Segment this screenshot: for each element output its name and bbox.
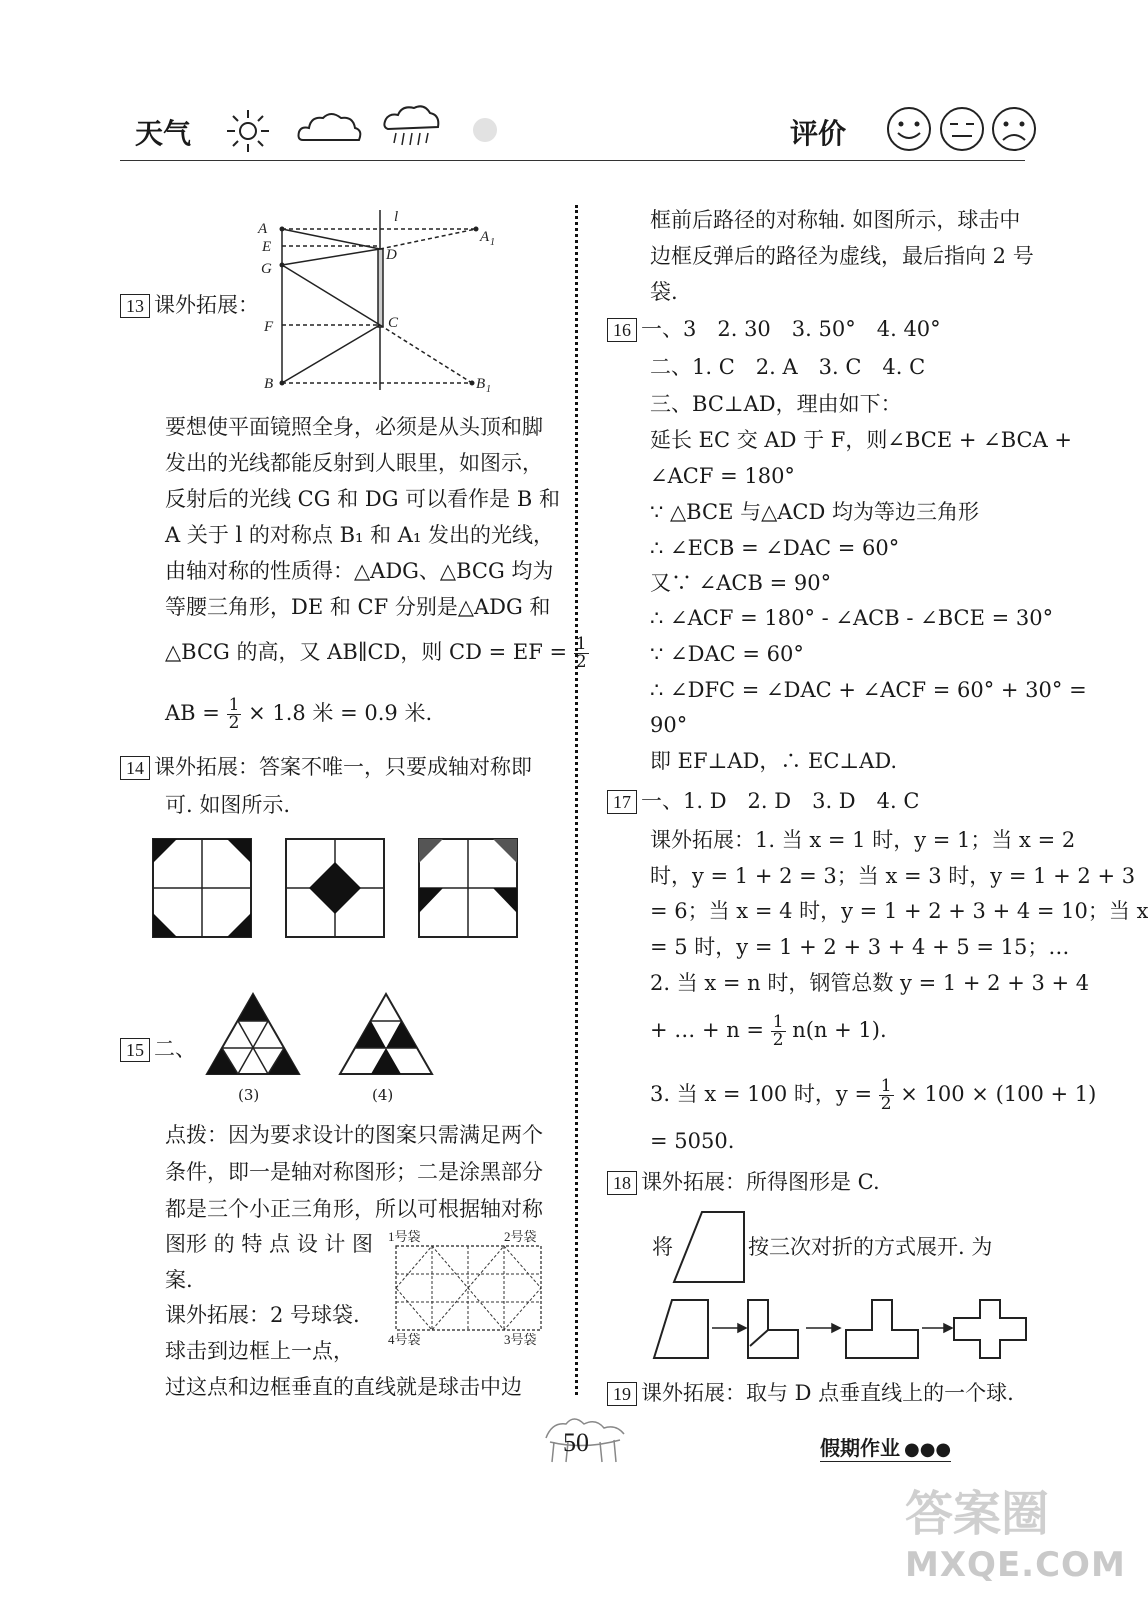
sad-face-icon	[990, 105, 1038, 153]
q13-text-line: △BCG 的高，又 AB∥CD，则 CD = EF = $\frac{1}{2}$	[165, 634, 587, 672]
symmetry-pattern-1	[152, 838, 252, 938]
q13-result-line: AB = $\frac{1}{2}$ × 1.8 米 = 0.9 米.	[165, 695, 433, 733]
q15-text-line: 案.	[165, 1268, 193, 1292]
triangle-pattern-4	[338, 992, 434, 1077]
label-e: E	[262, 239, 272, 255]
q15-cont-line: 框前后路径的对称轴. 如图所示，球击中	[650, 208, 1021, 232]
q17-line: = 5050.	[650, 1129, 735, 1153]
question-number: 15	[120, 1038, 150, 1062]
q17-line: 时，y = 1 + 2 = 3；当 x = 3 时，y = 1 + 2 + 3	[650, 864, 1136, 888]
column-divider	[575, 205, 586, 1395]
q17-line: = 5 时，y = 1 + 2 + 3 + 4 + 5 = 15；…	[650, 935, 1070, 959]
q16-line: 二、1. C 2. A 3. C 4. C	[650, 355, 926, 379]
q16-line: ∵ △BCE 与△ACD 均为等边三角形	[650, 500, 979, 524]
q19-line: 19 课外拓展：取与 D 点垂直线上的一个球.	[607, 1378, 1014, 1408]
question-number: 19	[607, 1382, 637, 1406]
q13-text-line: 发出的光线都能反射到人眼里，如图示，	[165, 451, 543, 475]
q13-text-line: 反射后的光线 CG 和 DG 可以看作是 B 和	[165, 487, 560, 511]
q13-text-line: 等腰三角形，DE 和 CF 分别是△ADG 和	[165, 595, 551, 619]
q15-text-line: 球击到边框上一点，	[165, 1339, 354, 1363]
q17-line: 17 一、1. D 2. D 3. D 4. C	[607, 786, 919, 816]
pocket-1-label: 1号袋	[388, 1229, 421, 1244]
watermark-url: MXQE.COM	[905, 1545, 1126, 1585]
cloud-icon	[295, 108, 365, 148]
header-rule	[120, 160, 1025, 161]
question-number: 14	[120, 756, 150, 780]
label-b1: B	[476, 376, 486, 392]
label-a: A	[258, 221, 268, 237]
q17-line: 课外拓展：1. 当 x = 1 时，y = 1；当 x = 2	[650, 828, 1076, 852]
q15-text-line: 条件，即一是轴对称图形；二是涂黑部分	[165, 1160, 543, 1184]
symmetry-pattern-3	[418, 838, 518, 938]
question-number: 16	[607, 318, 637, 342]
q16-line: ∴ ∠DFC = ∠DAC + ∠ACF = 60° + 30° =	[650, 678, 1087, 702]
pocket-4-label: 4号袋	[388, 1332, 421, 1347]
q16-line: 90°	[650, 713, 688, 737]
weather-label: 天气	[135, 117, 192, 150]
label-a1-sub: 1	[490, 237, 495, 248]
pocket-3-label: 3号袋	[504, 1332, 537, 1347]
series-title: 假期作业 ●●●	[820, 1432, 951, 1462]
watermark-logo: 答案圈	[905, 1486, 1050, 1542]
q16-line: ∴ ∠ECB = ∠DAC = 60°	[650, 536, 900, 560]
q17-line: 3. 当 x = 100 时，y = $\frac{1}{2}$ × 100 × (100 + 1)	[650, 1076, 1097, 1114]
q15-text-line: 都是三个小正三角形，所以可根据轴对称	[165, 1197, 543, 1221]
q16-line: ∴ ∠ACF = 180° - ∠ACB - ∠BCE = 30°	[650, 606, 1054, 630]
triangle-pattern-3	[205, 992, 301, 1077]
question-number: 17	[607, 790, 637, 814]
q16-line: ∵ ∠DAC = 60°	[650, 642, 804, 666]
q18-line: 18 课外拓展：所得图形是 C.	[607, 1167, 880, 1197]
q15-cont-line: 袋.	[650, 280, 678, 304]
q13-text-line: 由轴对称的性质得：△ADG、△BCG 均为	[165, 559, 554, 583]
label-b1-sub: 1	[486, 384, 491, 395]
q16-line: 又∵ ∠ACB = 90°	[650, 571, 832, 595]
q13-text-line: 要想使平面镜照全身，必须是从头顶和脚	[165, 415, 543, 439]
q15-text-line: 图形 的 特 点 设 计 图	[165, 1232, 374, 1256]
label-b: B	[264, 376, 274, 392]
q18-line: 将	[652, 1235, 673, 1259]
q17-line: = 6；当 x = 4 时，y = 1 + 2 + 3 + 4 = 10；当 x	[650, 899, 1148, 923]
q15-text-line: 点拨：因为要求设计的图案只需满足两个	[165, 1123, 543, 1147]
label-a1: A	[480, 229, 490, 245]
q16-line: 延长 EC 交 AD 于 F，则∠BCE + ∠BCA +	[650, 428, 1073, 452]
q16-line: ∠ACF = 180°	[650, 464, 795, 488]
trapezoid-shape	[672, 1210, 748, 1284]
label-c: C	[388, 315, 399, 331]
page-number: 50	[563, 1428, 589, 1457]
sun-icon	[225, 108, 271, 154]
symmetry-pattern-2	[285, 838, 385, 938]
label-f: F	[264, 319, 274, 335]
rain-cloud-icon	[382, 103, 442, 149]
faded-weather-icon	[465, 112, 505, 148]
label-l: l	[394, 209, 399, 225]
question-number: 18	[607, 1171, 637, 1195]
q15-heading: 15 二、	[120, 1034, 196, 1064]
happy-face-icon	[885, 105, 933, 153]
billiard-table-diagram	[386, 1228, 551, 1346]
q16-line: 即 EF⊥AD，∴ EC⊥AD.	[650, 749, 898, 773]
q14-line: 14 课外拓展：答案不唯一，只要成轴对称即	[120, 752, 532, 782]
q15-text-line: 课外拓展：2 号球袋.	[165, 1303, 360, 1327]
q14-line: 可. 如图所示.	[165, 793, 291, 817]
rating-label: 评价	[790, 117, 847, 150]
q13-text-line: A 关于 l 的对称点 B₁ 和 A₁ 发出的光线，	[165, 523, 555, 547]
caption-3: (3)	[238, 1086, 260, 1104]
pocket-2-label: 2号袋	[504, 1229, 537, 1244]
q18-line: 按三次对折的方式展开. 为	[748, 1235, 993, 1259]
q17-line: + … + n = $\frac{1}{2}$ n(n + 1).	[650, 1012, 887, 1050]
unfold-sequence-diagram	[650, 1296, 1030, 1366]
q16-line: 16 一、3 2. 30 3. 50° 4. 40°	[607, 314, 941, 344]
caption-4: (4)	[372, 1086, 394, 1104]
q13-heading: 13 课外拓展：	[120, 290, 259, 320]
mirror-diagram	[258, 205, 508, 395]
label-g: G	[261, 261, 272, 277]
q16-line: 三、BC⊥AD，理由如下：	[650, 392, 902, 416]
q17-line: 2. 当 x = n 时，钢管总数 y = 1 + 2 + 3 + 4	[650, 971, 1090, 995]
neutral-face-icon	[938, 105, 986, 153]
q15-cont-line: 边框反弹后的路径为虚线，最后指向 2 号	[650, 244, 1034, 268]
q15-text-line: 过这点和边框垂直的直线就是球击中边	[165, 1375, 522, 1399]
question-number: 13	[120, 294, 150, 318]
label-d: D	[386, 247, 397, 263]
